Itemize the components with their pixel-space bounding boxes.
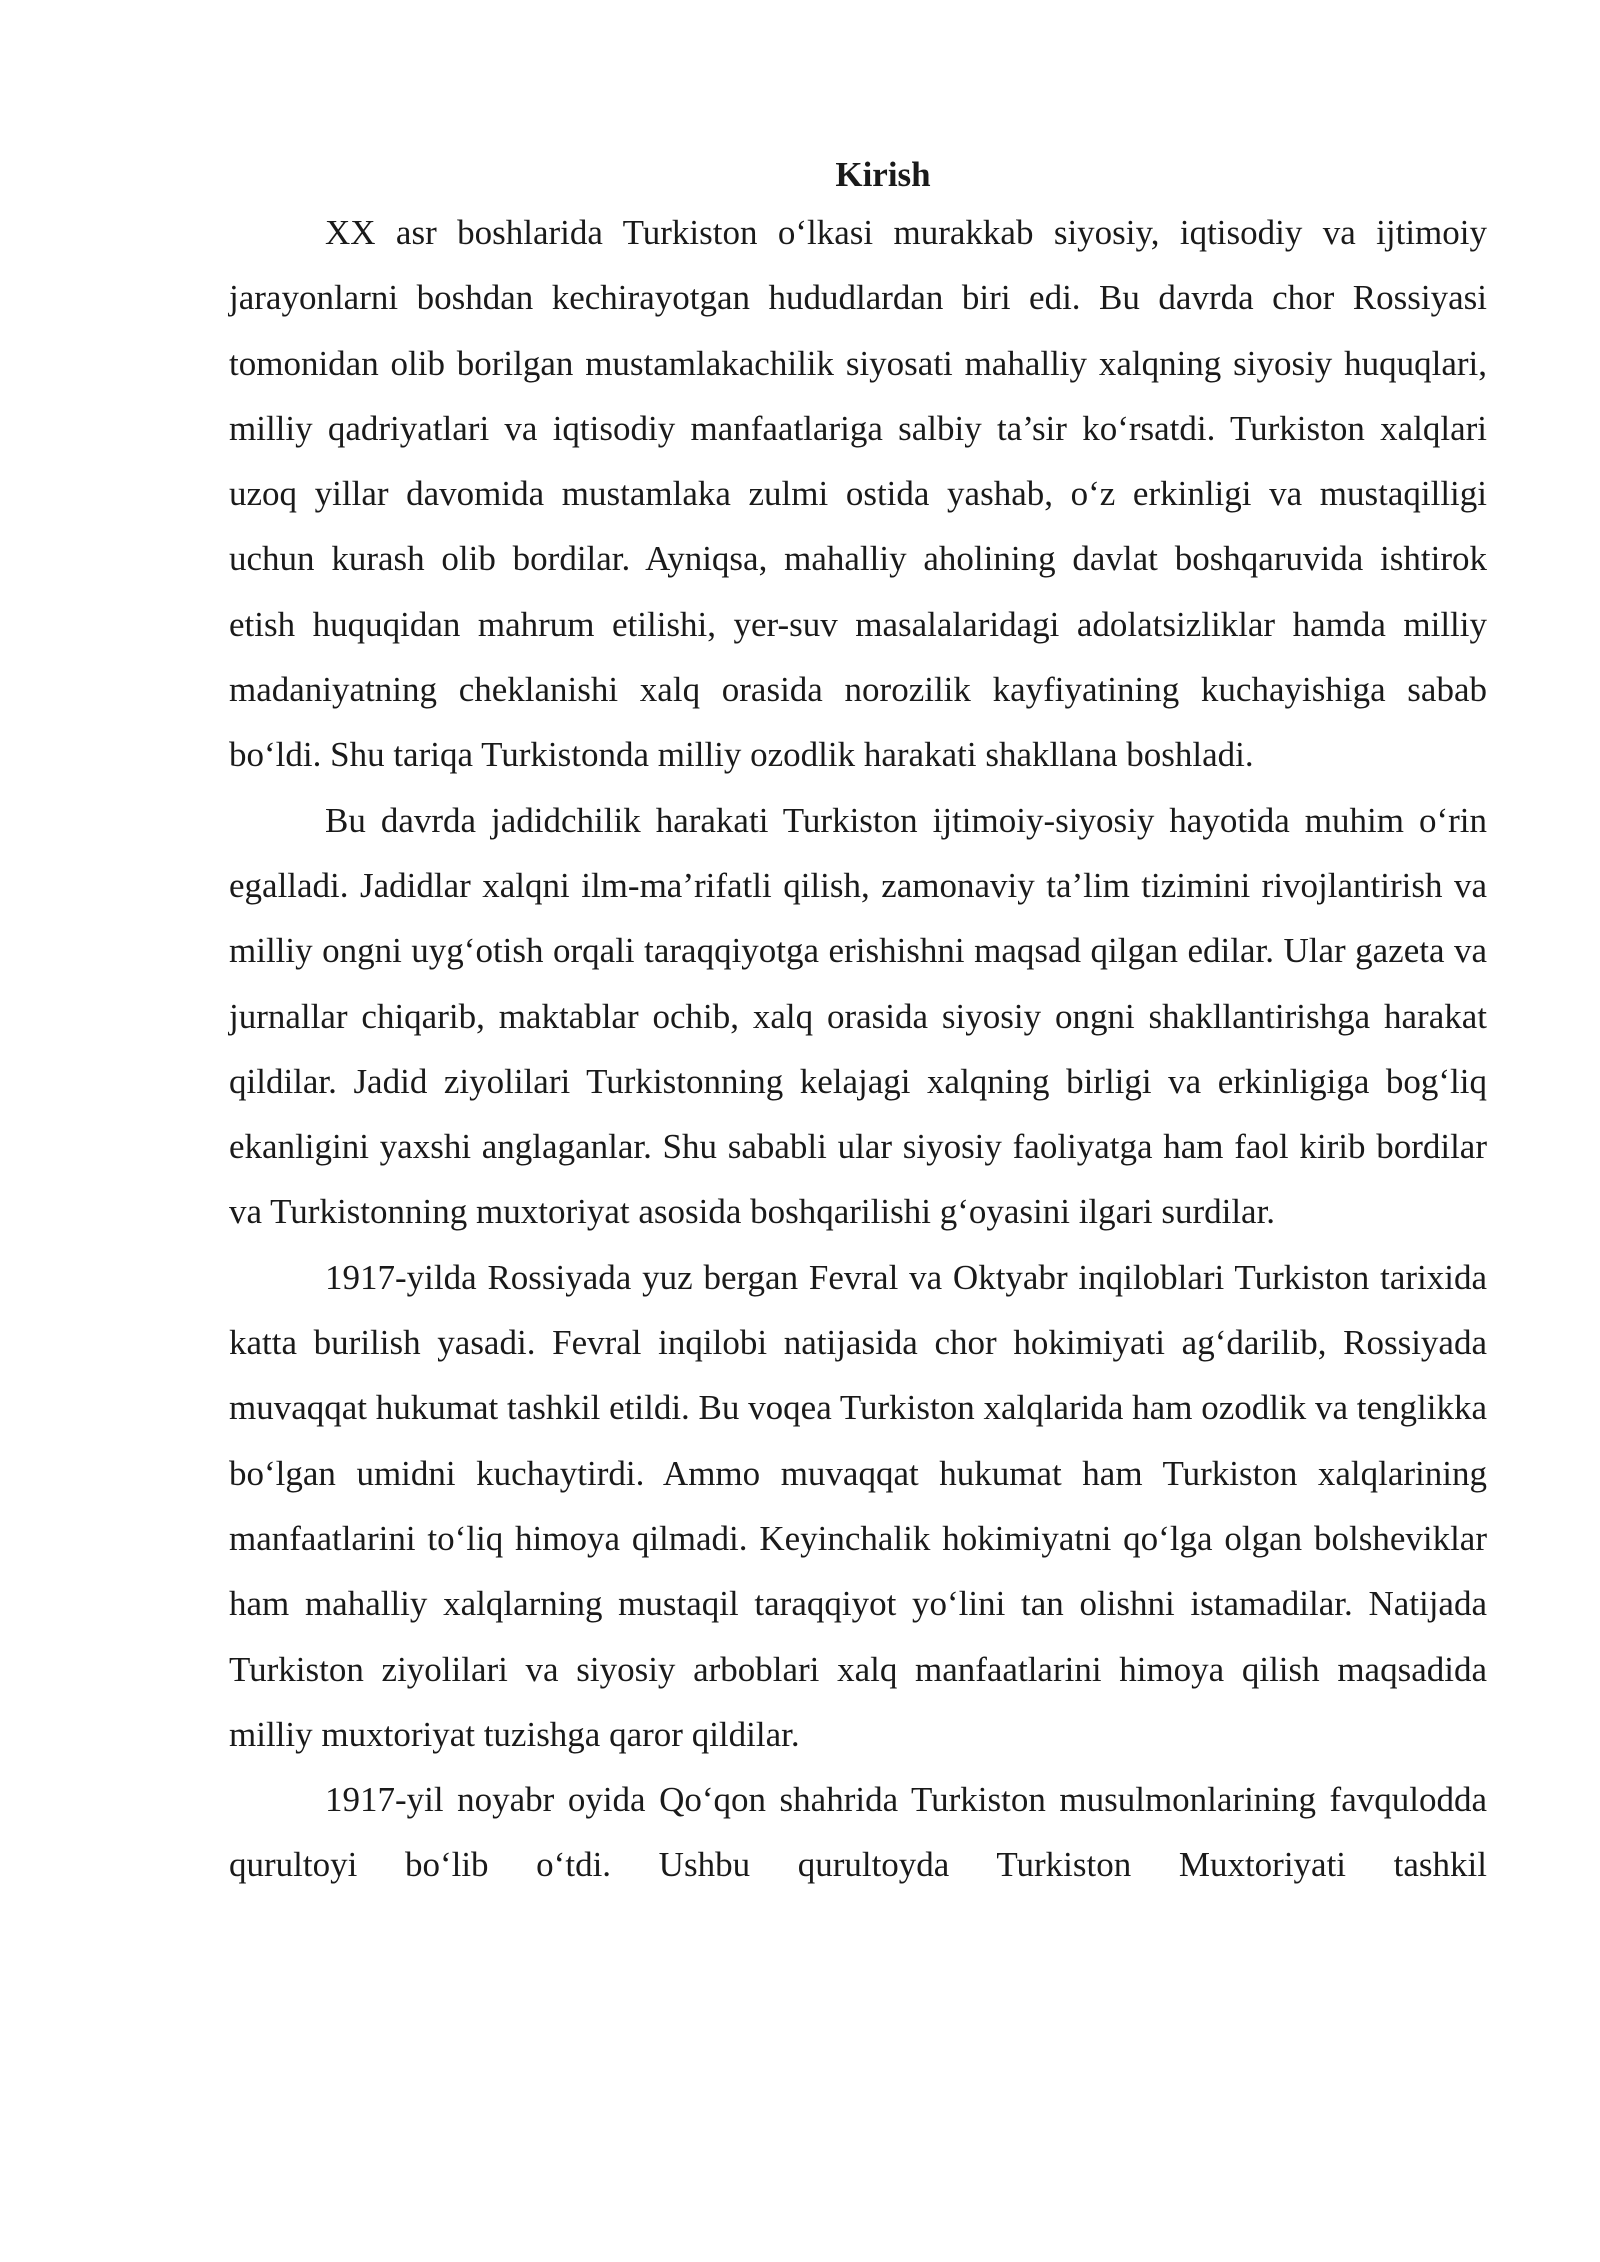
paragraph-1: XX asr boshlarida Turkiston o‘lkasi murakkab siyosiy, iqtisodiy va ijtimoiy jarayonlarni boshdan kechirayotgan hududlardan biri edi. Bu davrda chor Rossiyasi tomonidan olib borilgan mustamlakachilik siyosati mahalliy xalqning siyosiy huquqlari, milliy qadriyatlari va iqtisodiy manfaatlariga salbiy ta’sir ko‘rsatdi. Turkiston xalqlari uzoq yillar davomida mustamlaka zulmi ostida yashab, o‘z erkinligi va mustaqilligi uchun kurash olib bordilar. Ayniqsa, mahalliy aholining davlat boshqaruvida ishtirok etish huquqidan mahrum etilishi, yer-suv masalalaridagi adolatsizliklar hamda milliy madaniyatning cheklanishi xalq orasida norozilik kayfiyatining kuchayishiga sabab bo‘ldi. Shu tariqa Turkistonda milliy ozodlik harakati shakllana boshladi. — [229, 213, 1487, 775]
paragraph-3: 1917-yilda Rossiyada yuz bergan Fevral va Oktyabr inqiloblari Turkiston tarixida katta burilish yasadi. Fevral inqilobi natijasida chor hokimiyati ag‘darilib, Rossiyada muvaqqat hukumat tashkil etildi. Bu voqea Turkiston xalqlarida ham ozodlik va tenglikka bo‘lgan umidni kuchaytirdi. Ammo muvaqqat hukumat ham Turkiston xalqlarining manfaatlarini to‘liq himoya qilmadi. Keyinchalik hokimiyatni qo‘lga olgan bolsheviklar ham mahalliy xalqlarning mustaqil taraqqiyot yo‘lini tan olishni istamadilar. Natijada Turkiston ziyolilari va siyosiy arboblari xalq manfaatlarini himoya qilish maqsadida milliy muxtoriyat tuzishga qaror qildilar. — [229, 1257, 1487, 1754]
document-title: Kirish — [835, 155, 931, 194]
paragraph-4: 1917-yil noyabr oyida Qo‘qon shahrida Turkiston musulmonlarining favqulodda qurultoyi bo‘lib o‘tdi. Ushbu qurultoyda Turkiston Muxtoriyati tashkil — [229, 1780, 1487, 1885]
paragraph-2: Bu davrda jadidchilik harakati Turkiston ijtimoiy-siyosiy hayotida muhim o‘rin egalladi. Jadidlar xalqni ilm-ma’rifatli qilish, zamonaviy ta’lim tizimini rivojlantirish va milliy ongni uyg‘otish orqali taraqqiyotga erishishni maqsad qilgan edilar. Ular gazeta va jurnallar chiqarib, maktablar ochib, xalq orasida siyosiy ongni shakllantirishga harakat qildilar. Jadid ziyolilari Turkistonning kelajagi xalqning birligi va erkinligiga bog‘liq ekanligini yaxshi anglaganlar. Shu sababli ular siyosiy faoliyatga ham faol kirib bordilar va Turkistonning muxtoriyat asosida boshqarilishi g‘oyasini ilgari surdilar. — [229, 800, 1487, 1232]
document-page — [229, 150, 1487, 1898]
